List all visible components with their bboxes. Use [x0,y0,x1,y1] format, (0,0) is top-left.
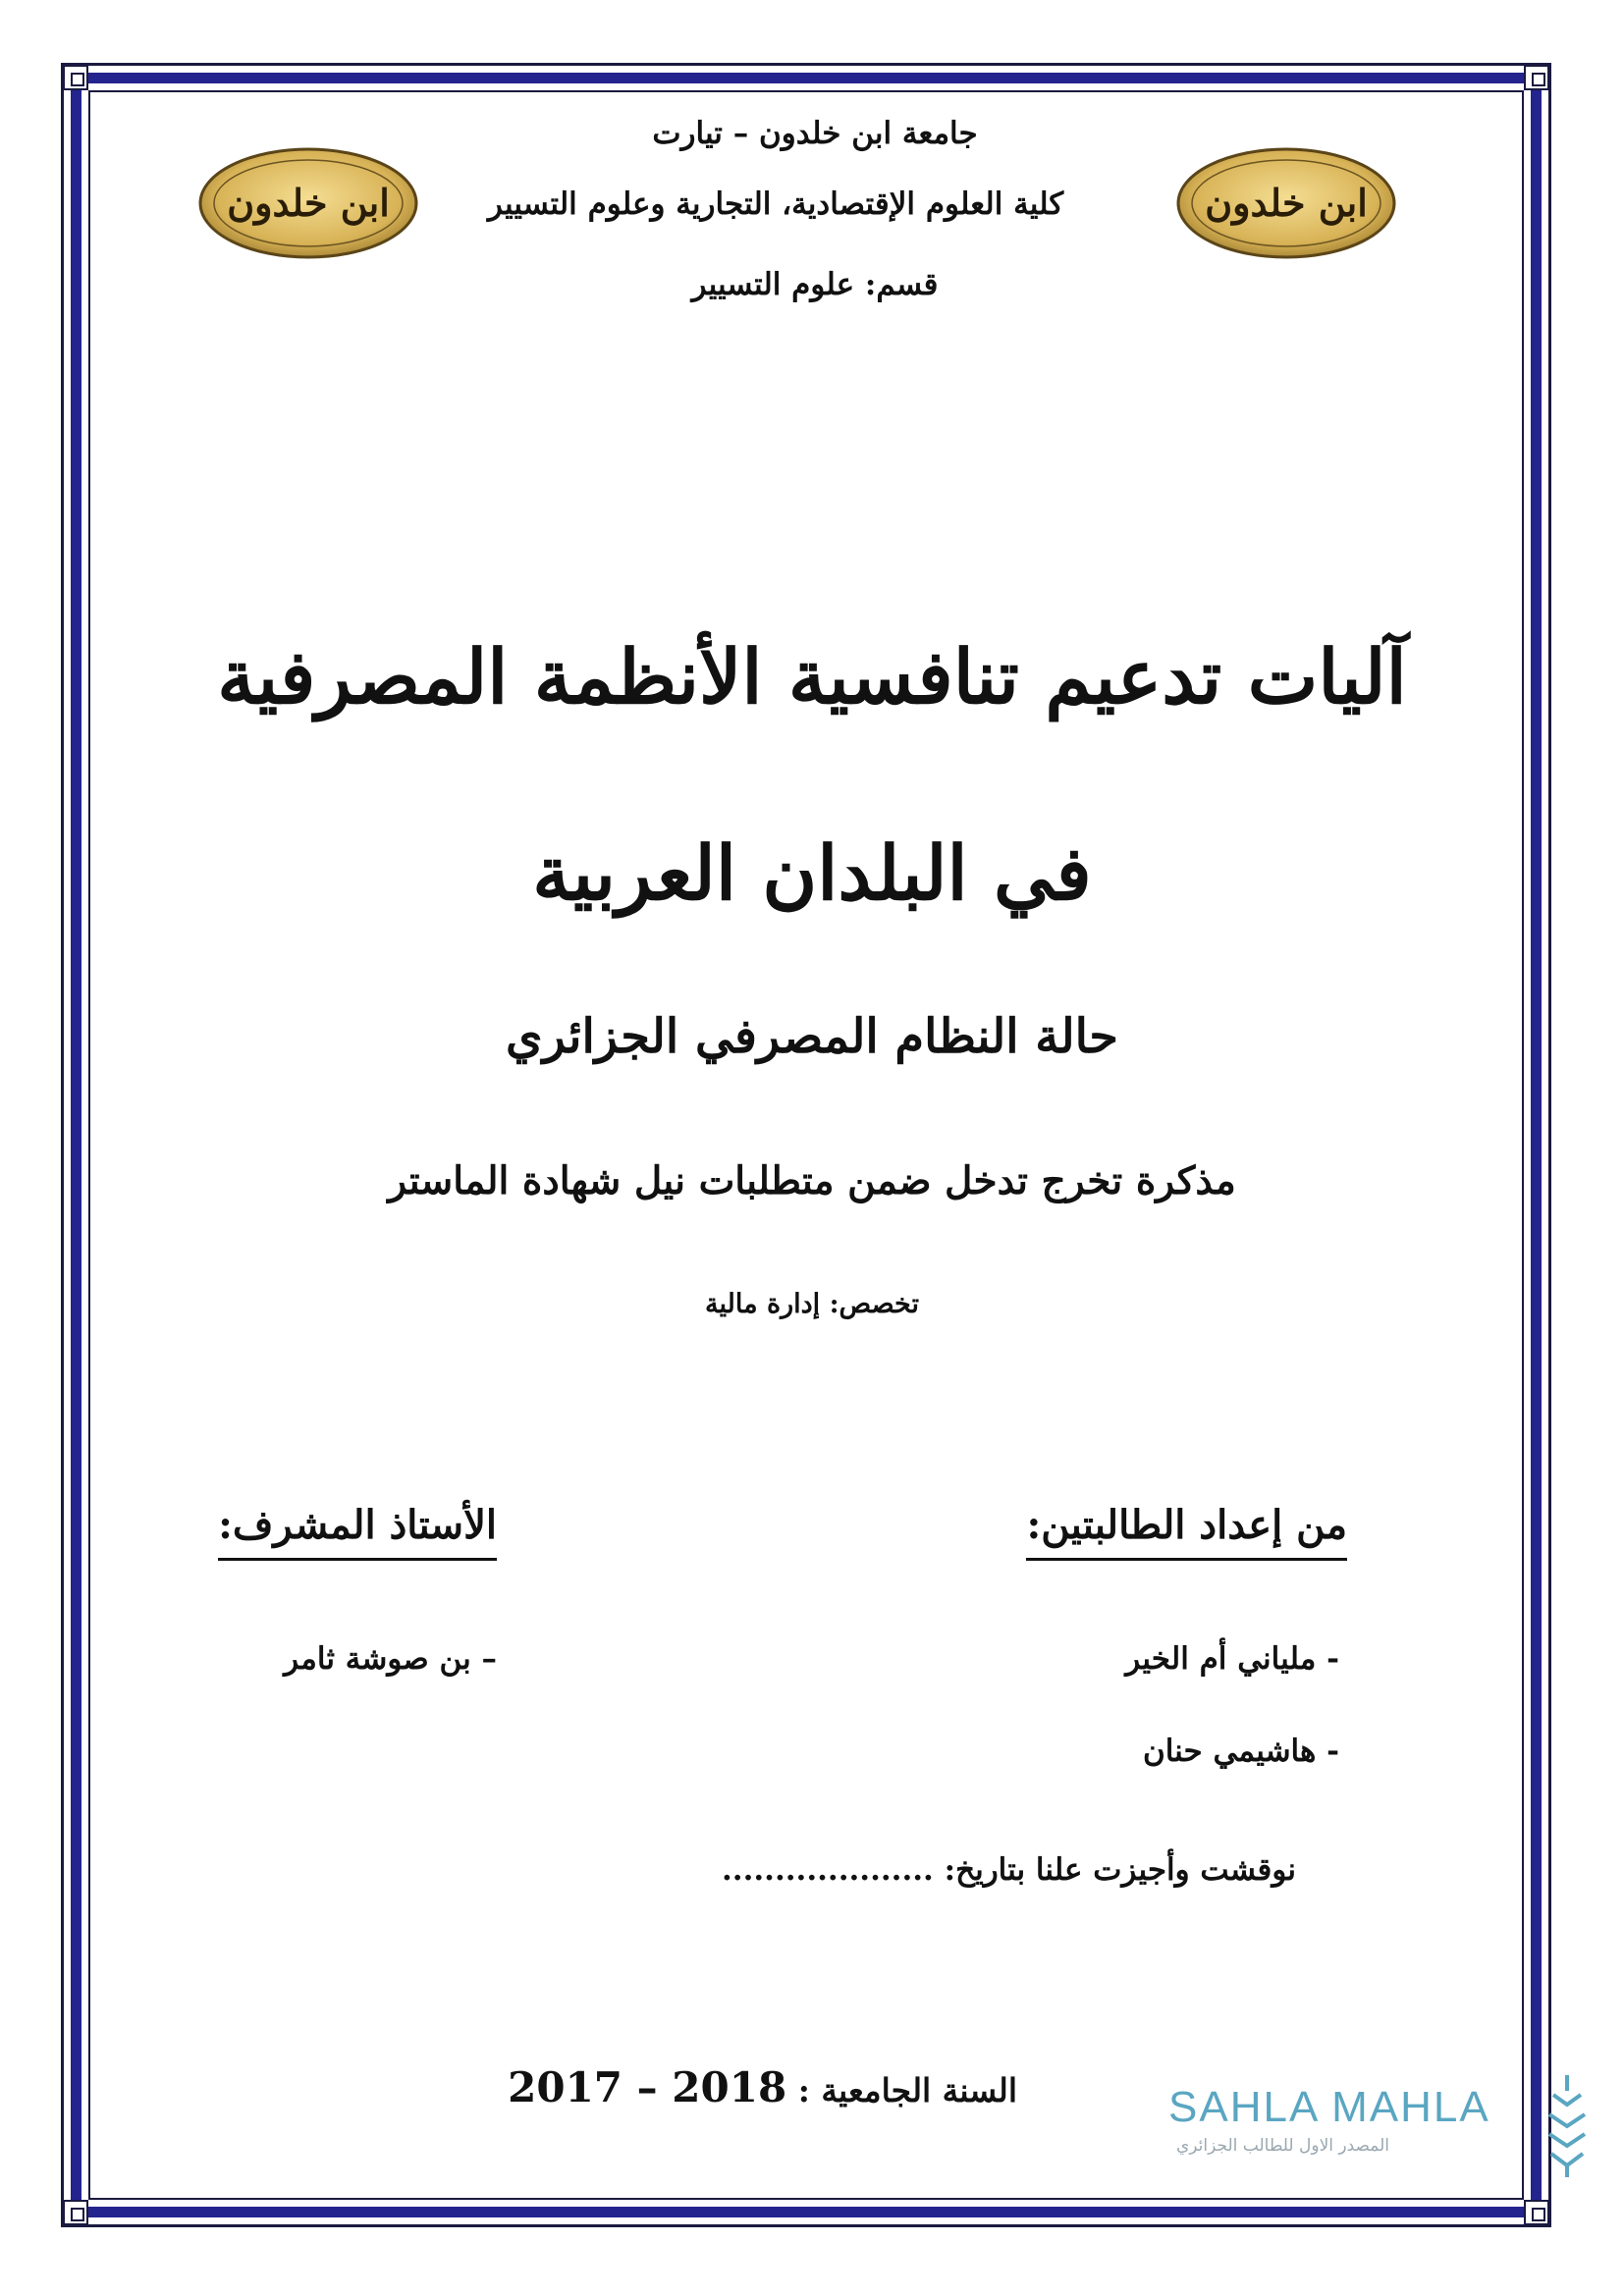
university-seal-left [196,145,420,261]
academic-year-label: السنة الجامعية : [797,2071,1017,2109]
defense-date-line: نوقشت وأجيزت علنا بتاريخ: .................... [721,1852,1296,1888]
memo-description: مذكرة تخرج تدخل ضمن متطلبات نيل شهادة الماستر [388,1158,1236,1203]
case-study-subtitle: حالة النظام المصرفي الجزائري [506,1009,1118,1064]
department-name: قسم: علوم التسيير [691,267,939,302]
watermark-logo-icon [1540,2071,1595,2179]
frame-corner-top-left [63,65,88,90]
watermark-title: SAHLA MAHLA [1168,2083,1490,2131]
student-name-1: - ملياني أم الخير [1125,1641,1339,1677]
frame-corner-top-right [1524,65,1549,90]
sahla-mahla-watermark [1168,2071,1581,2179]
students-heading: من إعداد الطالبتين: [1026,1502,1347,1561]
academic-year-value: 2017 – 2018 [508,2063,787,2111]
supervisor-name: – بن صوشة ثامر [284,1641,497,1677]
university-seal-right [1174,145,1398,261]
watermark-subtitle: المصدر الاول للطالب الجزائري [1176,2136,1389,2156]
frame-corner-bottom-right [1524,2200,1549,2225]
seal-calligraphy-text: ابن خلدون [227,181,390,225]
faculty-name: كلية العلوم الإقتصادية، التجارية وعلوم التسيير [487,187,1064,222]
university-name: جامعة ابن خلدون – تيارت [652,116,978,151]
student-name-2: - هاشيمي حنان [1142,1734,1339,1769]
thesis-title-line-1: آليات تدعيم تنافسية الأنظمة المصرفية [217,633,1407,721]
academic-year [508,2063,1017,2111]
specialization: تخصص: إدارة مالية [705,1289,919,1319]
seal-calligraphy-text: ابن خلدون [1205,181,1368,225]
thesis-title-line-2: في البلدان العربية [532,829,1092,917]
supervisor-heading: الأستاذ المشرف: [218,1502,497,1561]
frame-corner-bottom-left [63,2200,88,2225]
